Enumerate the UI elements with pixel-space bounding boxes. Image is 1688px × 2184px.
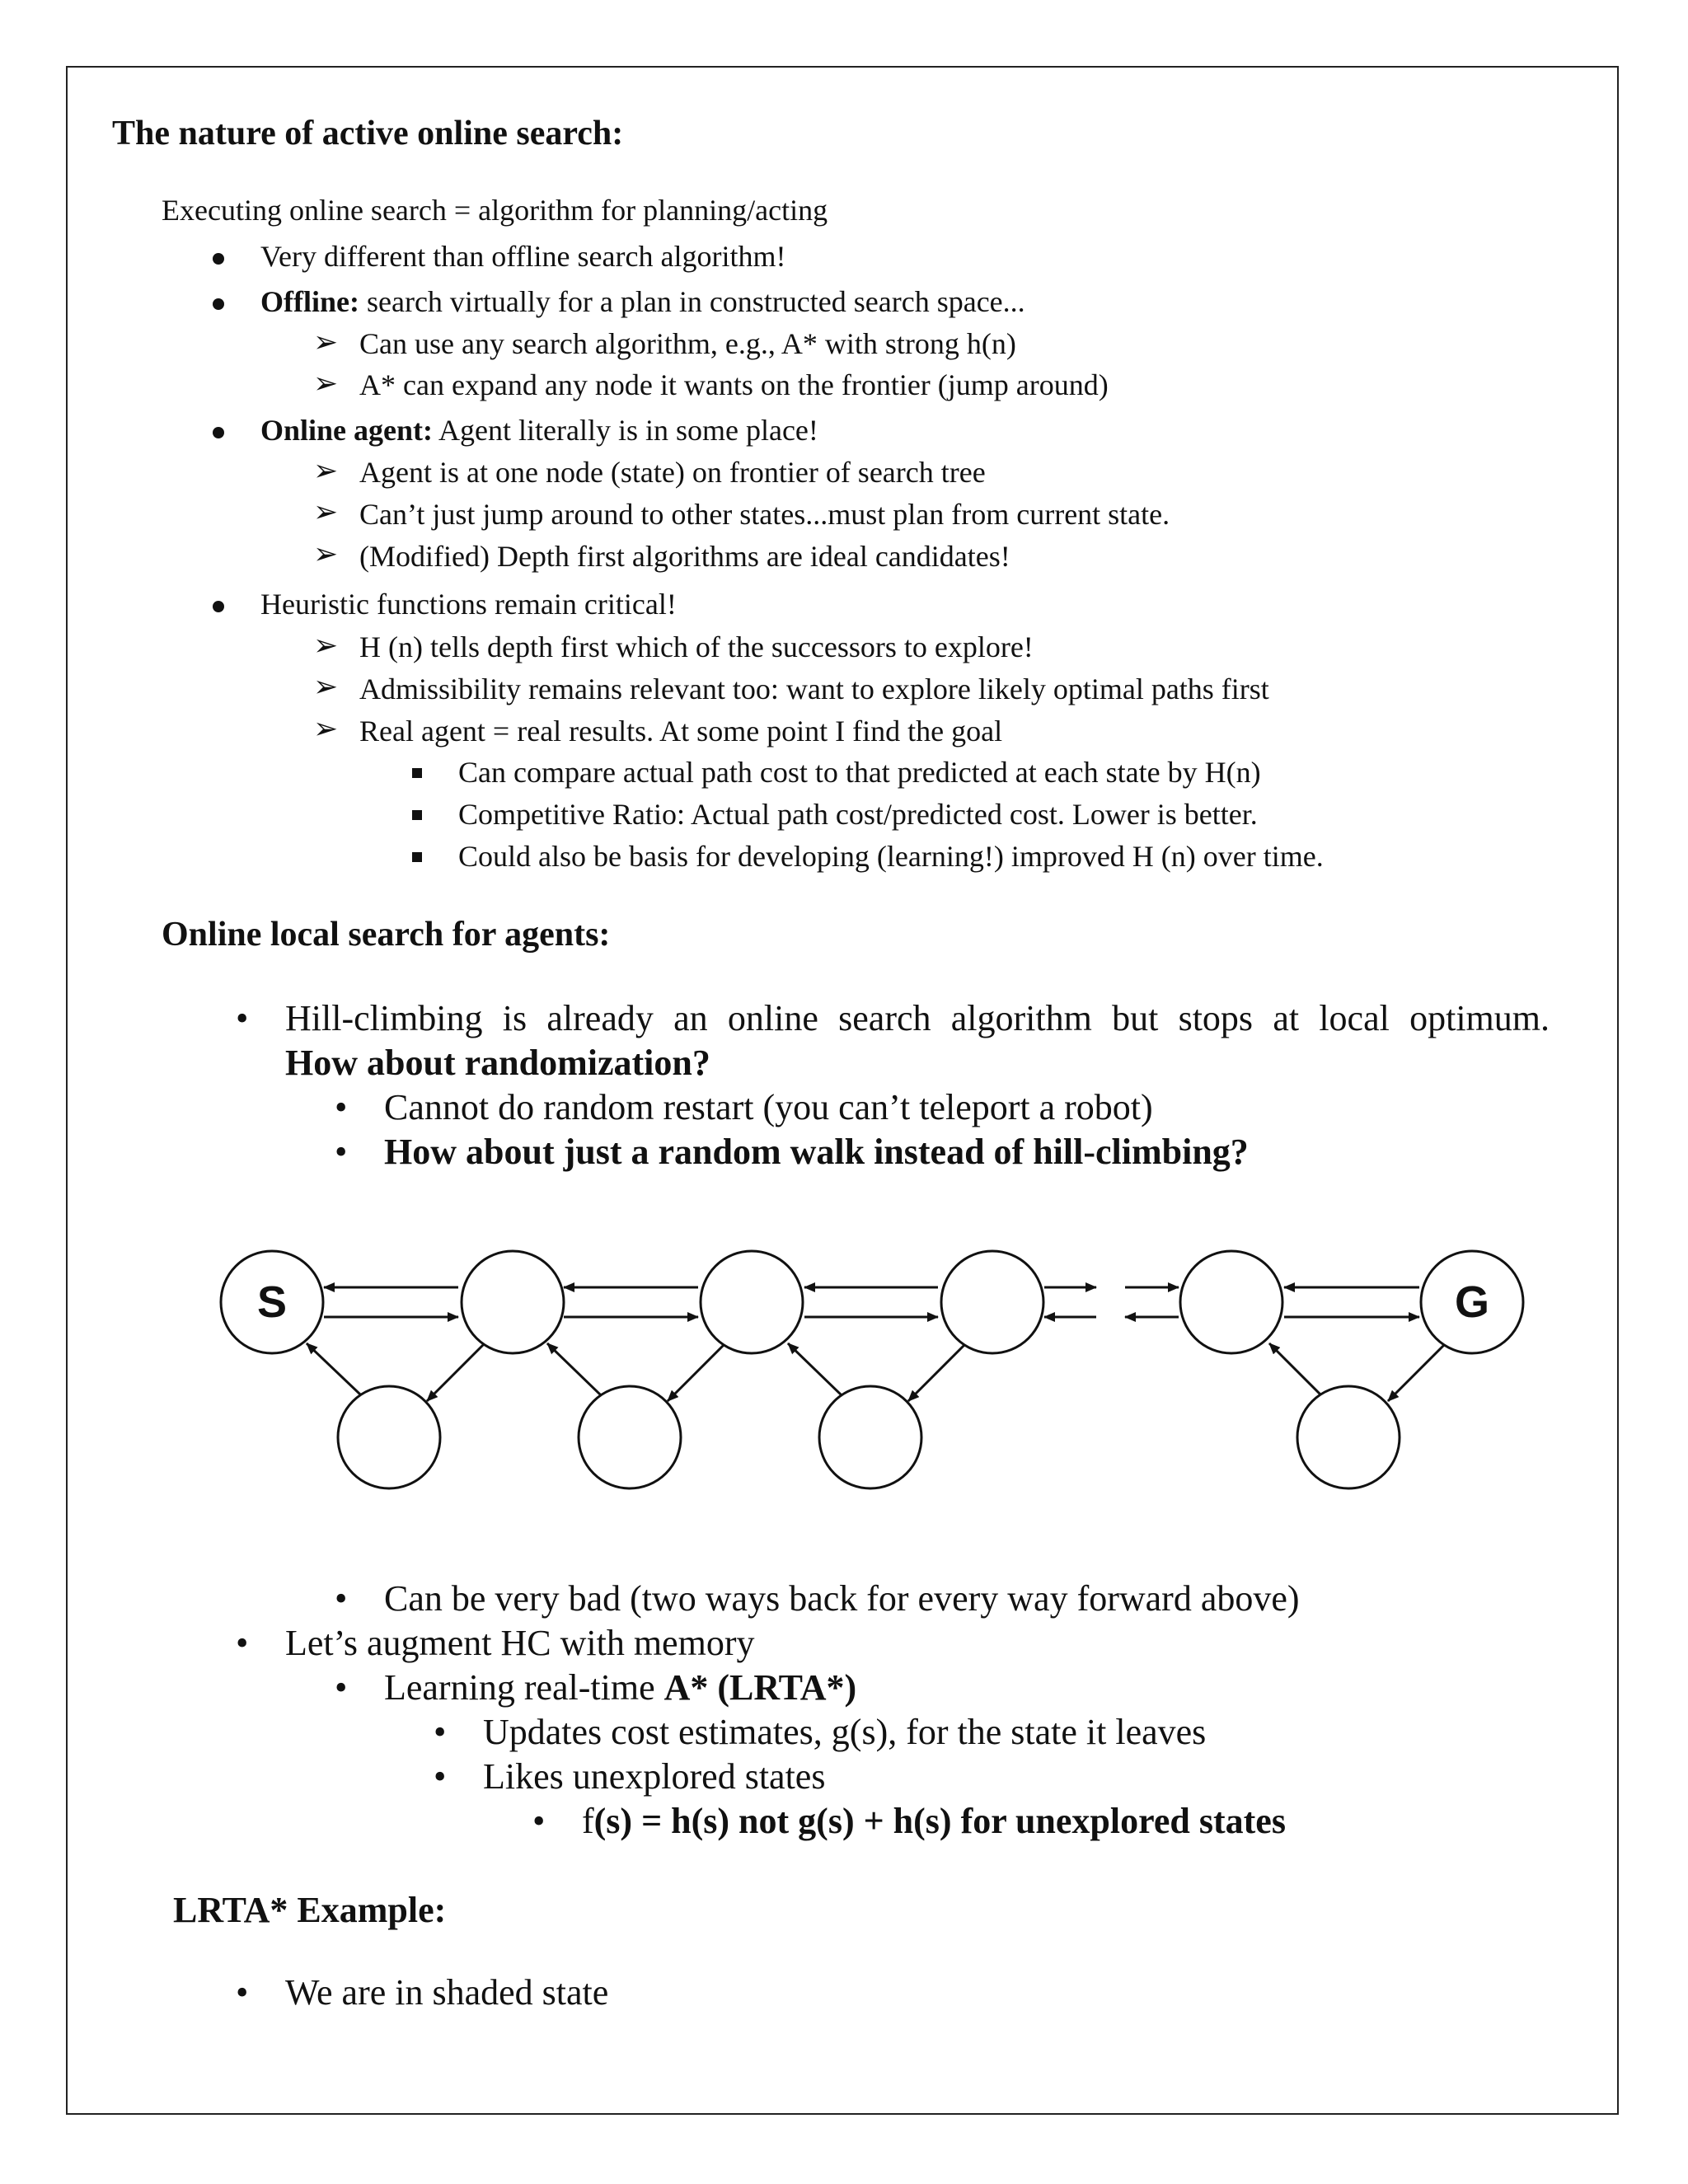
node — [1180, 1251, 1282, 1353]
arrow-bullet-icon: ➢ — [313, 712, 339, 746]
offline-sub-2: A* can expand any node it wants on the frontier (jump around) — [359, 368, 1109, 401]
bullet-dot-icon: • — [236, 1623, 249, 1663]
online-sub-1: Agent is at one node (state) on frontier of search tree — [359, 456, 986, 489]
node — [462, 1251, 564, 1353]
bullet-dot-icon: • — [335, 1578, 348, 1619]
section-title-lrta-example: LRTA* Example: — [173, 1890, 447, 1930]
heuristic-sub-1: H (n) tells depth first which of the successors to explore! — [359, 630, 1034, 663]
bullet-heuristic: Heuristic functions remain critical! — [260, 588, 677, 621]
arrow-bullet-icon: ➢ — [313, 629, 339, 663]
bullet-dot-icon: • — [335, 1087, 348, 1127]
edge-diag — [1388, 1343, 1446, 1401]
section-title-nature: The nature of active online search: — [112, 115, 624, 152]
node-lower — [819, 1386, 921, 1488]
heuristic-sub-3: Real agent = real results. At some point I find the goal — [359, 715, 1003, 748]
intro-line: Executing online search = algorithm for planning/acting — [162, 194, 828, 227]
bullet-dot — [213, 253, 224, 265]
augment-line: Let’s augment HC with memory — [285, 1623, 755, 1663]
bullet-dot — [213, 427, 224, 438]
random-walk-line: How about just a random walk instead of hill-climbing? — [384, 1132, 1249, 1172]
arrow-bullet-icon: ➢ — [313, 367, 339, 401]
arrow-bullet-icon: ➢ — [313, 670, 339, 704]
likes-unexplored-line: Likes unexplored states — [483, 1756, 826, 1797]
heuristic-sub-3-b: Competitive Ratio: Actual path cost/predicted cost. Lower is better. — [458, 798, 1258, 831]
bullet-dot-icon: • — [335, 1132, 348, 1172]
shaded-state-line: We are in shaded state — [285, 1972, 609, 2013]
offline-sub-1: Can use any search algorithm, e.g., A* with strong h(n) — [359, 327, 1016, 360]
heuristic-sub-2: Admissibility remains relevant too: want to explore likely optimal paths first — [359, 673, 1269, 705]
bullet-offline-diff: Very different than offline search algorithm! — [260, 240, 786, 273]
goal-label: G — [1454, 1277, 1490, 1327]
lrta-line: Learning real-time A* (LRTA*) — [384, 1667, 857, 1708]
bullet-offline: Offline: search virtually for a plan in constructed search space... — [260, 285, 1025, 318]
start-label: S — [256, 1277, 288, 1327]
node — [701, 1251, 803, 1353]
section-title-online-local: Online local search for agents: — [162, 916, 611, 954]
square-bullet — [412, 768, 422, 778]
formula-line: f(s) = h(s) not g(s) + h(s) for unexplored states — [582, 1801, 1286, 1841]
arrow-bullet-icon: ➢ — [313, 326, 339, 359]
arrow-bullet-icon: ➢ — [313, 454, 339, 488]
bullet-dot-icon: • — [236, 998, 249, 1038]
square-bullet — [412, 810, 422, 820]
bullet-dot — [213, 601, 224, 612]
arrow-bullet-icon: ➢ — [313, 495, 339, 529]
bullet-dot-icon: • — [236, 1972, 249, 2013]
node-lower — [338, 1386, 440, 1488]
hill-climbing-line: Hill-climbing is already an online search algorithm but stops at local optimum. — [285, 998, 1550, 1038]
square-bullet — [412, 852, 422, 862]
bullet-dot-icon: • — [434, 1756, 447, 1797]
edge-diag — [668, 1343, 725, 1401]
bullet-online-agent: Online agent: Agent literally is in some place! — [260, 414, 818, 447]
edge-diag — [908, 1343, 966, 1401]
updates-line: Updates cost estimates, g(s), for the state it leaves — [483, 1712, 1207, 1752]
randomization-line: How about randomization? — [285, 1043, 710, 1083]
node-lower — [579, 1386, 681, 1488]
node-lower — [1297, 1386, 1400, 1488]
heuristic-sub-3-a: Can compare actual path cost to that predicted at each state by H(n) — [458, 756, 1261, 789]
bullet-dot-icon: • — [434, 1712, 447, 1752]
random-walk-diagram — [198, 1228, 1550, 1508]
random-restart-line: Cannot do random restart (you can’t teleport a robot) — [384, 1087, 1153, 1127]
arrow-bullet-icon: ➢ — [313, 537, 339, 571]
edge-diag — [427, 1343, 485, 1401]
bullet-dot-icon: • — [532, 1801, 546, 1841]
very-bad-line: Can be very bad (two ways back for every way forward above) — [384, 1578, 1300, 1619]
node — [941, 1251, 1043, 1353]
heuristic-sub-3-c: Could also be basis for developing (learning!) improved H (n) over time. — [458, 840, 1324, 873]
online-sub-3: (Modified) Depth first algorithms are ideal candidates! — [359, 540, 1010, 573]
bullet-dot — [213, 298, 224, 310]
online-sub-2: Can’t just jump around to other states...must plan from current state. — [359, 498, 1170, 531]
bullet-dot-icon: • — [335, 1667, 348, 1708]
